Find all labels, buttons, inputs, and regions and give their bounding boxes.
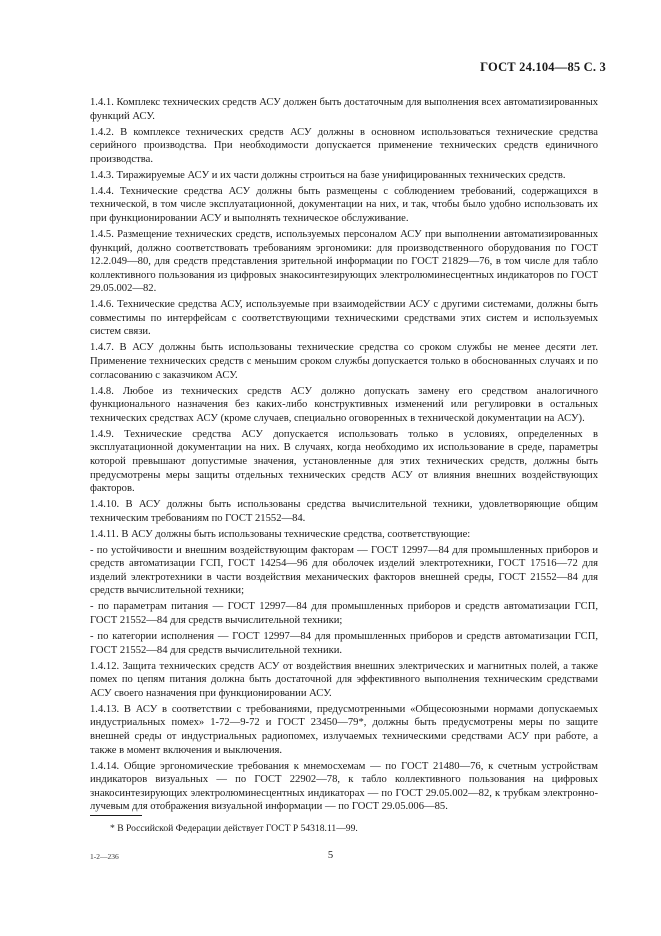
footnote: * В Российской Федерации действует ГОСТ Р 54318.11—99. bbox=[110, 823, 358, 834]
paragraph-1-4-6: 1.4.6. Технические средства АСУ, используемые при взаимодействии АСУ с другими системами, должны быть совместимы по интерфейсам с соответствующими техническими средствами этих систем и используемых систем связи. bbox=[90, 299, 598, 338]
paragraph-1-4-12: 1.4.12. Защита технических средств АСУ от воздействия внешних электрических и магнитных полей, а также помех по цепям питания должна быть достаточной для эффективного выполнения техническим средствами АСУ своего назначения при функционировании АСУ. bbox=[90, 660, 598, 699]
list-item-resistance: - по устойчивости и внешним воздействующим факторам — ГОСТ 12997—84 для промышленных приборов и средств автоматизации ГСП, ГОСТ 14254—96 для оболочек изделий электротехники, ГОСТ 17516—72 для изделий электротехники в части воздействия механических факторов внешней среды, ГОСТ 21552—84 для средств вычислительной техники; bbox=[90, 544, 598, 597]
paragraph-1-4-8: 1.4.8. Любое из технических средств АСУ должно допускать замену его средством аналогичного функционального назначения без каких-либо конструктивных изменений или регулировки в остальных технических средствах АСУ (кроме случаев, специально оговоренных в технической документации на АСУ). bbox=[90, 385, 598, 424]
paragraph-1-4-7: 1.4.7. В АСУ должны быть использованы технические средства со сроком службы не менее десяти лет. Применение технических средств с меньшим сроком службы допускается только в обоснованных случаях и по согласованию с заказчиком АСУ. bbox=[90, 342, 598, 381]
list-item-power: - по параметрам питания — ГОСТ 12997—84 для промышленных приборов и средств автоматизации ГСП, ГОСТ 21552—84 для средств вычислительной техники; bbox=[90, 601, 598, 627]
paragraph-1-4-5: 1.4.5. Размещение технических средств, используемых персоналом АСУ при выполнении автоматизированных функций, должно соответствовать требованиям эргономики: для производственного оборудования по ГОСТ 12.2.049—80, для средств представления зрительной информации по ГОСТ 21829—76, в том числе для табло коллективного пользования из цифровых знакосинтезирующих электролюминесцентных индикаторов по ГОСТ 29.05.002—82. bbox=[90, 228, 598, 295]
page-header-doc-ref: ГОСТ 24.104—85 С. 3 bbox=[480, 60, 606, 74]
paragraph-1-4-11: 1.4.11. В АСУ должны быть использованы технические средства, соответствующие: bbox=[90, 528, 471, 540]
list-item-category: - по категории исполнения — ГОСТ 12997—84 для промышленных приборов и средств автоматизации ГСП, ГОСТ 21552—84 для средств вычислительной техники. bbox=[90, 631, 598, 656]
paragraph-1-4-4: 1.4.4. Технические средства АСУ должны быть размещены с соблюдением требований, содержащихся в технической, в том числе эксплуатационной, документации на них, и так, чтобы было удобно использовать их при функционировании АСУ и выполнять техническое обслуживание. bbox=[90, 185, 598, 224]
paragraph-1-4-3: 1.4.3. Тиражируемые АСУ и их части должны строиться на базе унифицированных технических средств. bbox=[90, 169, 566, 181]
page-number: 5 bbox=[327, 850, 334, 861]
paragraph-1-4-10: 1.4.10. В АСУ должны быть использованы средства вычислительной техники, удовлетворяющие общим техническим требованиям по ГОСТ 21552—84. bbox=[90, 499, 598, 524]
paragraph-1-4-14: 1.4.14. Общие эргономические требования к мнемосхемам — по ГОСТ 21480—76, к счетным устройствам индикаторов визуальных — по ГОСТ 22902—78, к табло коллективного пользования на цифровых знакосинтезирующих электролюминесцентных индикаторах — по ГОСТ 29.05.002—82, к трубкам электронно-лучевым для отображения визуальной информации — по ГОСТ 29.05.006—85. bbox=[90, 760, 598, 813]
paragraph-1-4-13: 1.4.13. В АСУ в соответствии с требованиями, предусмотренными «Общесоюзными нормами допускаемых индустриальных помех» 1-72—9-72 и ГОСТ 23450—79*, должны быть предусмотрены меры по защите внешней среды от индустриальных радиопомех, излучаемых техническими средствами АСУ при работе, а также в момент включения и выключения. bbox=[90, 703, 598, 756]
footnote-divider bbox=[90, 815, 142, 816]
print-code: 1-2—236 bbox=[90, 852, 119, 861]
paragraph-1-4-2: 1.4.2. В комплексе технических средств АСУ должны в основном использоваться технические средства серийного производства. При необходимости допускается применение технических средств единичного производства. bbox=[90, 126, 598, 165]
paragraph-1-4-9: 1.4.9. Технические средства АСУ допускается использовать только в условиях, определенных в эксплуатационной документации на них. В случаях, когда необходимо их использование в среде, параметры которой превышают допустимые значения, установленные для этих технических средств, должны быть предусмотрены меры защиты отдельных технических средств АСУ от влияния внешних воздействующих факторов. bbox=[90, 428, 598, 495]
paragraph-1-4-1: 1.4.1. Комплекс технических средств АСУ должен быть достаточным для выполнения всех автоматизированных функций АСУ. bbox=[90, 97, 598, 122]
body-text bbox=[90, 96, 598, 816]
